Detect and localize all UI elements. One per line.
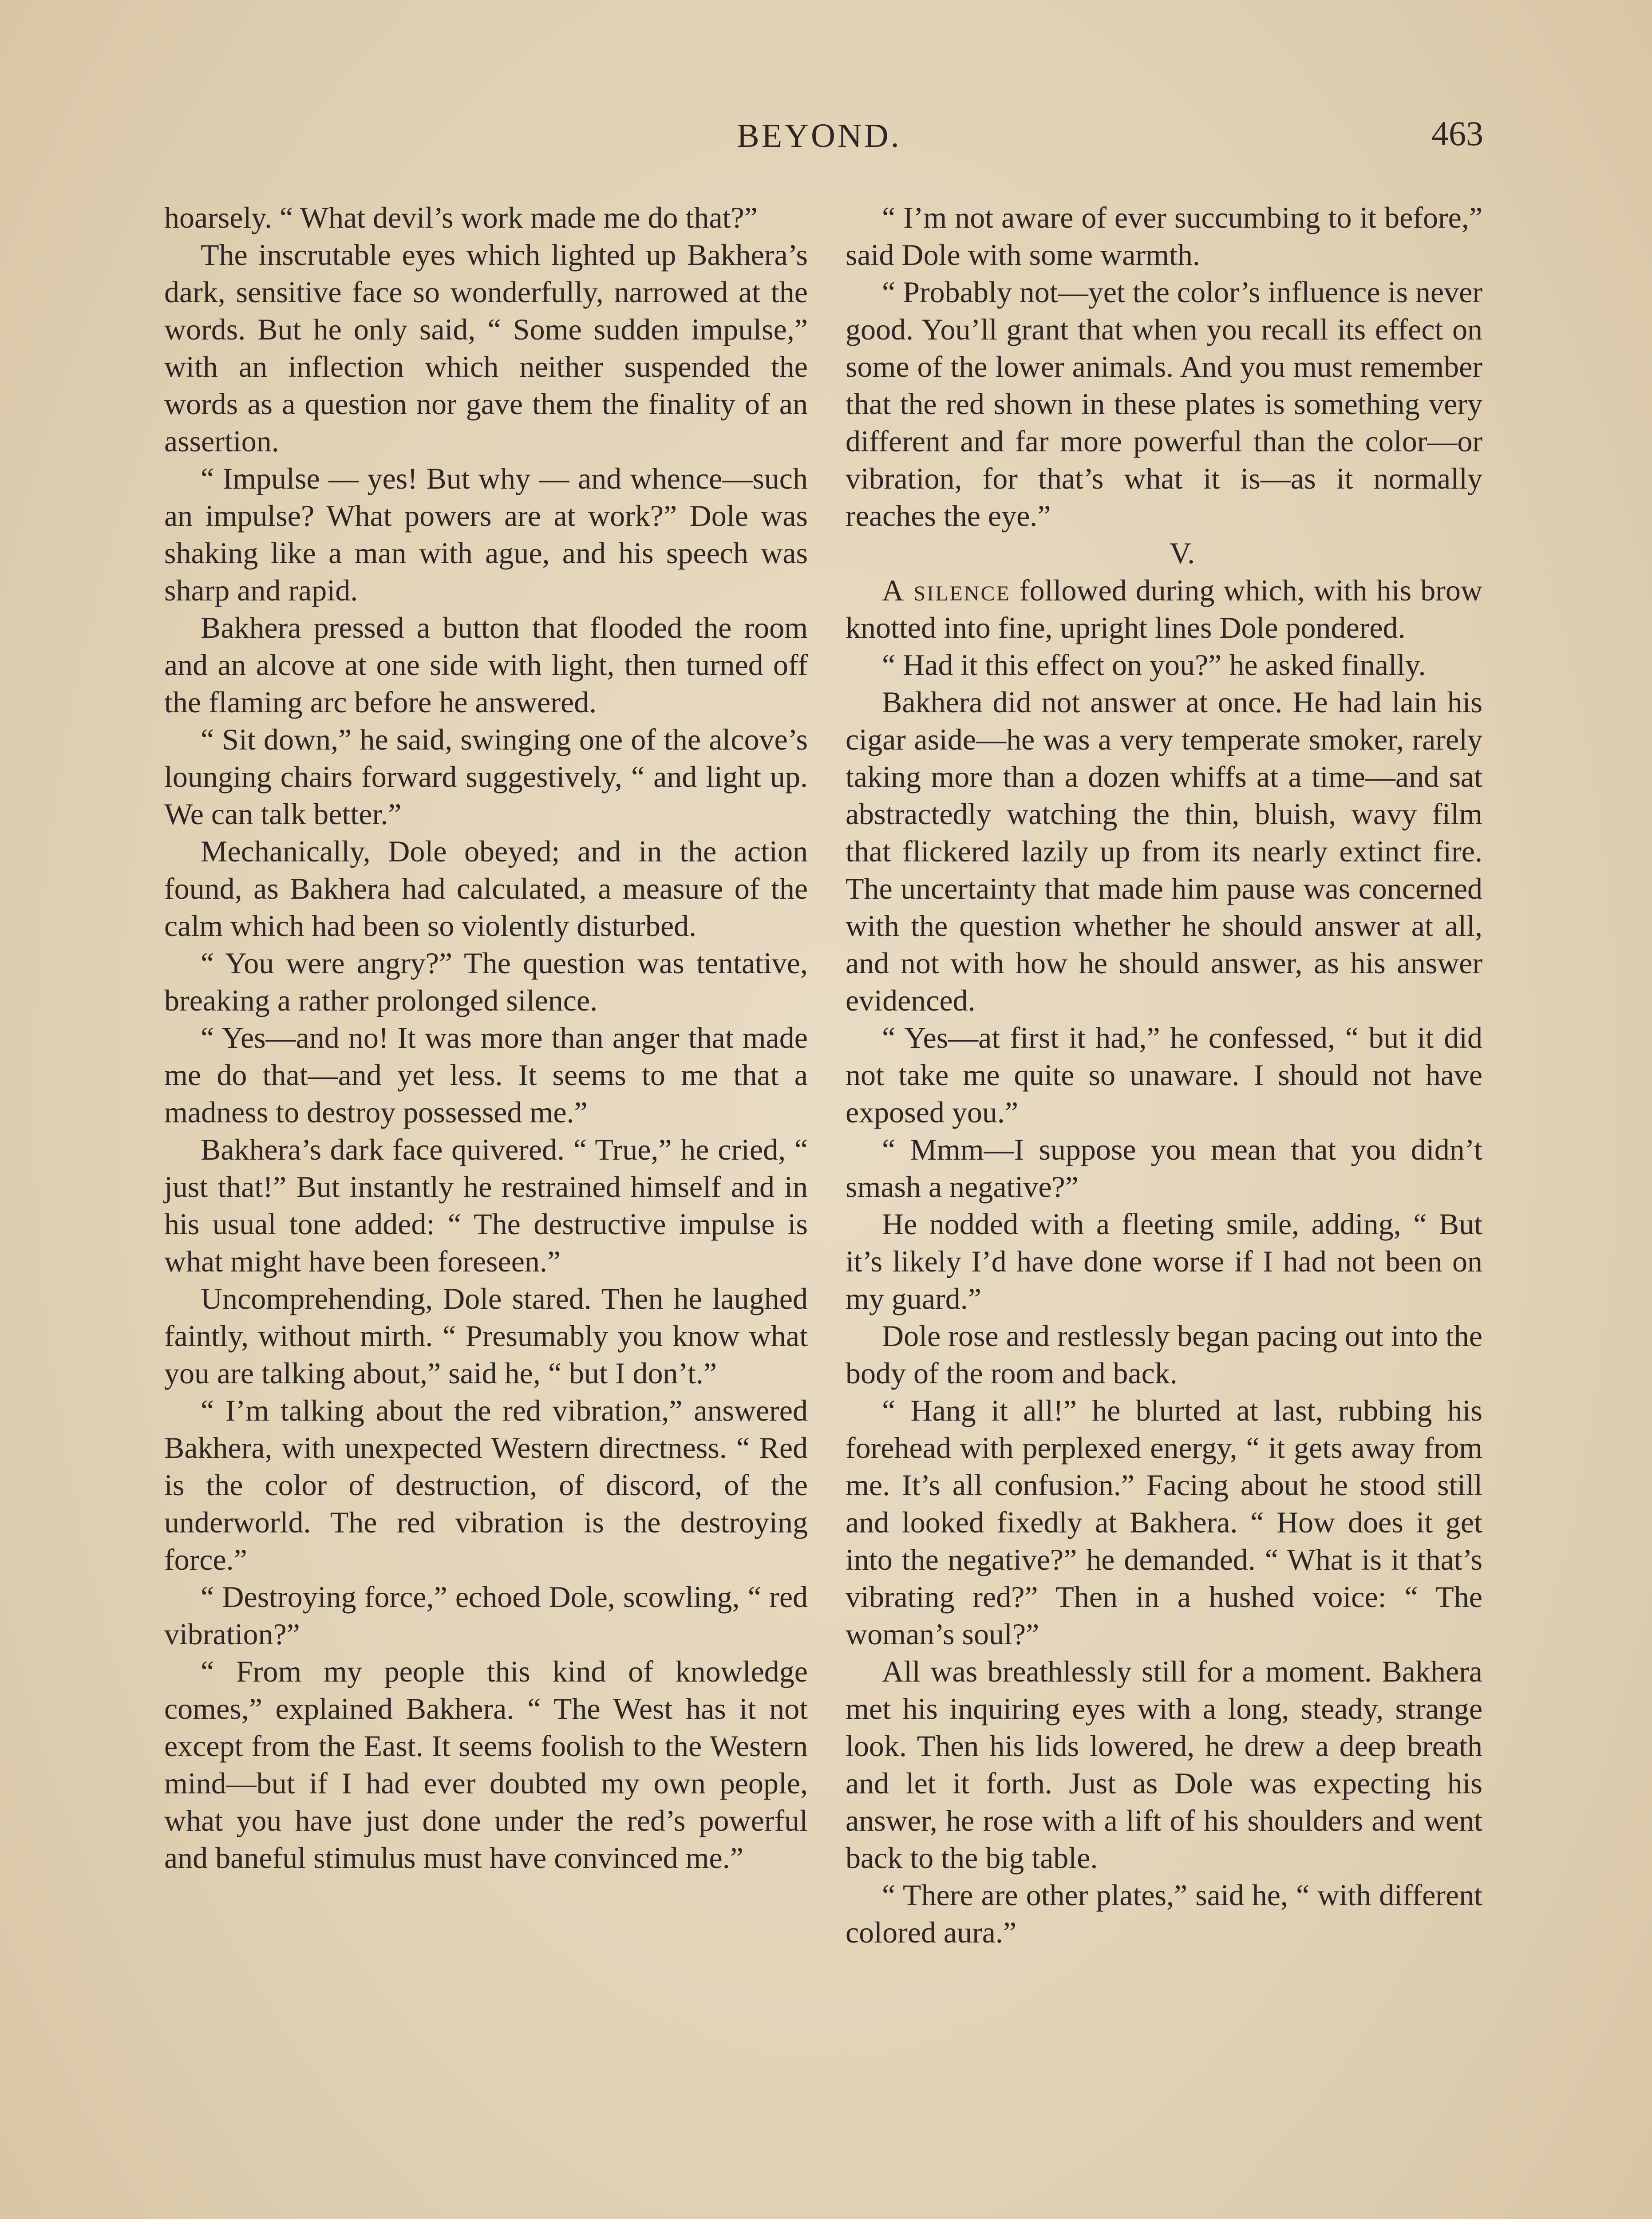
paragraph: hoarsely. “ What devil’s work made me do that?” [164,201,758,234]
paragraph: “ Probably not—yet the color’s influence is never good. You’ll grant that when you recall its effect on some of the lower animals. And you must remember that the red shown in these plates is something very different and far more powerful than the color—or vibration, for that’s what it is—as it normally reaches the eye.” [846,275,1482,533]
paragraph: “ Destroying force,” echoed Dole, scowling, “ red vibration?” [164,1580,808,1651]
paragraph: Bakhera’s dark face quivered. “ True,” he cried, “ just that!” But instantly he restrained himself and in his usual tone added: “ The destructive impulse is what might have been foreseen.” [164,1133,808,1278]
section-opening-paragraph [846,572,1482,646]
page-number: 463 [1431,114,1483,153]
paragraph: Uncomprehending, Dole stared. Then he laughed faintly, without mirth. “ Presumably you know what you are talking about,” said he, “ but I don’t.” [164,1282,808,1390]
paragraph: “ Impulse — yes! But why — and whence—such an impulse? What powers are at work?” Dole was shaking like a man with ague, and his speech was sharp and rapid. [164,462,808,607]
paragraph: All was breathlessly still for a moment. Bakhera met his inquiring eyes with a long, steady, strange look. Then his lids lowered, he drew a deep breath and let it forth. Just as Dole was expecting his answer, he rose with a lift of his shoulders and went back to the big table. [846,1654,1482,1875]
paragraph: Bakhera pressed a button that flooded the room and an alcove at one side with light, then turned off the flaming arc before he answered. [164,611,808,719]
right-column [846,199,1482,1951]
paragraph: “ Sit down,” he said, swinging one of the alcove’s lounging chairs forward suggestively, “ and light up. We can talk better.” [164,723,808,831]
paragraph: “ You were angry?” The question was tentative, breaking a rather prolonged silence. [164,946,808,1017]
paragraph: “ Yes—at first it had,” he confessed, “ but it did not take me quite so unaware. I should not have exposed you.” [846,1021,1482,1129]
left-column [164,199,808,1876]
running-head: BEYOND. [737,117,901,154]
paragraph: “ Mmm—I suppose you mean that you didn’t smash a negative?” [846,1133,1482,1204]
paragraph: Dole rose and restlessly began pacing out into the body of the room and back. [846,1319,1482,1390]
paragraph: “ Hang it all!” he blurted at last, rubbing his forehead with perplexed energy, “ it gets away from me. It’s all confusion.” Facing about he stood still and looked fixedly at Bakhera. “ How does it get into the negative?” he demanded. “ What is it that’s vibrating red?” Then in a hushed voice: “ The woman’s soul?” [846,1394,1482,1651]
section-heading: V. [1169,536,1195,570]
paragraph: “ From my people this kind of knowledge comes,” explained Bakhera. “ The West has it not except from the East. It seems foolish to the Western mind—but if I had ever doubted my own people, what you have just done under the red’s powerful and baneful stimulus must have convinced me.” [164,1654,808,1875]
paragraph: He nodded with a fleeting smile, adding, “ But it’s likely I’d have done worse if I had not been on my guard.” [846,1207,1482,1315]
paragraph: “ I’m talking about the red vibration,” answered Bakhera, with unexpected Western directness. “ Red is the color of destruction, of discord, of the underworld. The red vibration is the destroying force.” [164,1394,808,1576]
opening-smallcaps: A silence [882,573,1011,607]
paragraph: “ Yes—and no! It was more than anger that made me do that—and yet less. It seems to me that a madness to destroy possessed me.” [164,1021,808,1129]
paragraph: “ I’m not aware of ever succumbing to it before,” said Dole with some warmth. [846,201,1482,272]
paragraph: “ There are other plates,” said he, “ with different colored aura.” [846,1878,1482,1949]
opening-rest: followed during which, with his brow knotted into fine, upright lines Dole pondered. [846,573,1482,644]
paragraph: “ Had it this effect on you?” he asked finally. [882,648,1426,682]
paragraph: The inscrutable eyes which lighted up Bakhera’s dark, sensitive face so wonderfully, narrowed at the words. But he only said, “ Some sudden impulse,” with an inflection which neither suspended the words as a question nor gave them the finality of an assertion. [164,238,808,458]
paragraph: Bakhera did not answer at once. He had lain his cigar aside—he was a very temperate smoker, rarely taking more than a dozen whiffs at a time—and sat abstractedly watching the thin, bluish, wavy film that flickered lazily up from its nearly extinct fire. The uncertainty that made him pause was concerned with the question whether he should answer at all, and not with how he should answer, as his answer evidenced. [846,685,1482,1017]
paragraph: Mechanically, Dole obeyed; and in the action found, as Bakhera had calculated, a measure of the calm which had been so violently disturbed. [164,834,808,943]
